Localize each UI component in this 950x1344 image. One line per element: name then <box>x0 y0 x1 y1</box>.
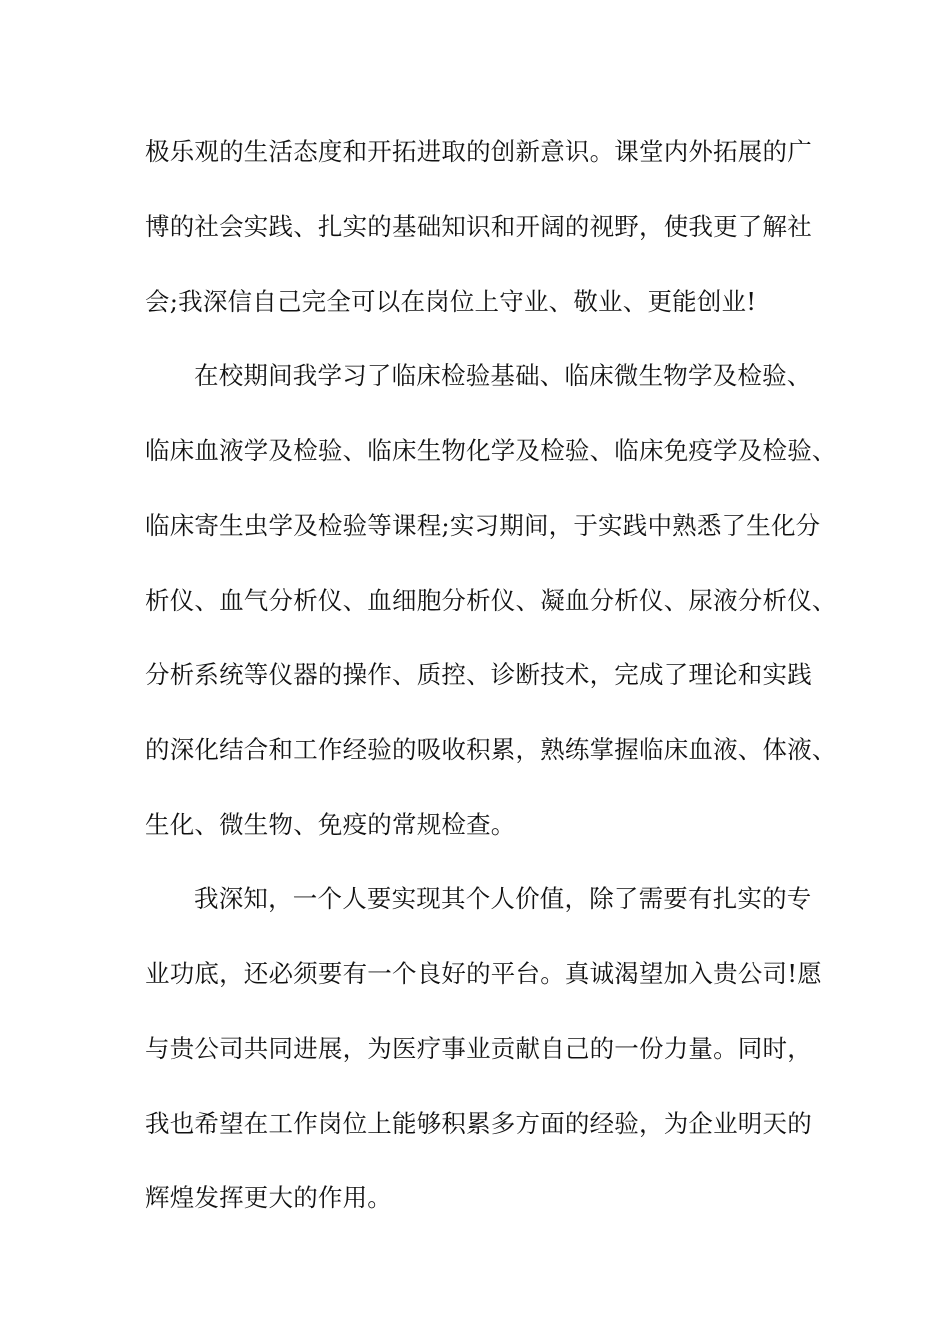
text-line-11: 我深知，一个人要实现其个人价值，除了需要有扎实的专 <box>194 884 812 913</box>
text-line-15: 辉煌发挥更大的作用。 <box>145 1183 392 1212</box>
text-line-9: 的深化结合和工作经验的吸收积累，熟练掌握临床血液、体液、 <box>145 735 837 764</box>
text-line-1: 极乐观的生活态度和开拓进取的创新意识。课堂内外拓展的广 <box>145 137 812 166</box>
text-line-8: 分析系统等仪器的操作、质控、诊断技术，完成了理论和实践 <box>145 660 812 689</box>
text-line-13: 与贵公司共同进展，为医疗事业贡献自己的一份力量。同时， <box>145 1034 812 1063</box>
text-line-7: 析仪、血气分析仪、血细胞分析仪、凝血分析仪、尿液分析仪、 <box>145 586 837 615</box>
text-line-2: 博的社会实践、扎实的基础知识和开阔的视野，使我更了解社 <box>145 212 812 241</box>
text-line-10: 生化、微生物、免疫的常规检查。 <box>145 810 516 839</box>
text-line-4: 在校期间我学习了临床检验基础、临床微生物学及检验、 <box>194 361 812 390</box>
text-line-14: 我也希望在工作岗位上能够积累多方面的经验，为企业明天的 <box>145 1109 812 1138</box>
text-line-5: 临床血液学及检验、临床生物化学及检验、临床免疫学及检验、 <box>145 436 837 465</box>
text-line-3: 会;我深信自己完全可以在岗位上守业、敬业、更能创业! <box>145 287 757 316</box>
text-line-12: 业功底，还必须要有一个良好的平台。真诚渴望加入贵公司!愿 <box>145 959 822 988</box>
text-line-6: 临床寄生虫学及检验等课程;实习期间，于实践中熟悉了生化分 <box>145 511 821 540</box>
